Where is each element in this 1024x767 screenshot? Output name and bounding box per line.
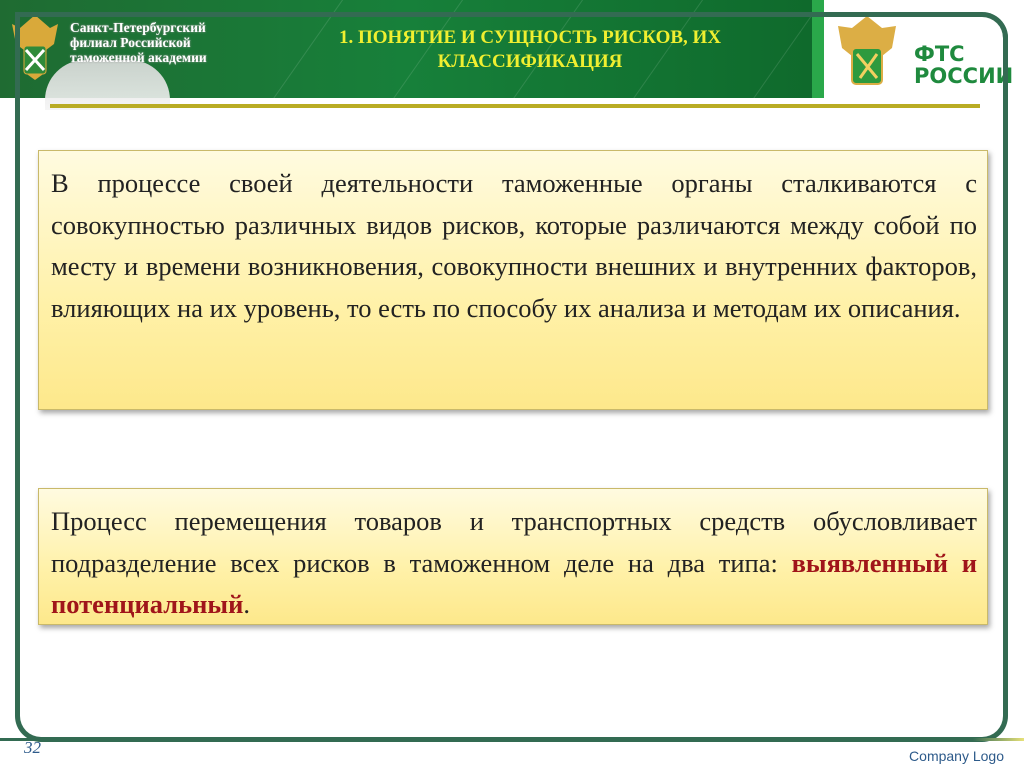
bottom-divider	[0, 738, 1024, 741]
logo-text-fts: ФТС	[914, 42, 965, 66]
paragraph-2-start: Процесс перемещения товаров и транспортных средств обусловливает подразделение всех рисков в таможенном деле на два типа:	[51, 506, 977, 578]
paragraph-1: В процессе своей деятельности таможенные органы сталкиваются с совокупностью различных видов рисков, которые различаются между собой по месту и времени возникновения, совокупности внешних и внутренних факторов, влияющих на их уровень, то есть по способу их анализа и методам их описания.	[51, 168, 977, 323]
paragraph-2-highlight: выявленный и потенциальный	[51, 547, 977, 619]
company-logo-text: Company Logo	[909, 748, 1004, 764]
gold-divider	[50, 104, 980, 108]
text-box-1	[38, 150, 988, 410]
page-number: 32	[24, 738, 41, 757]
paragraph-2-end: .	[243, 589, 250, 619]
slide-title: 1. ПОНЯТИЕ И СУЩНОСТЬ РИСКОВ, ИХ КЛАССИФИКАЦИЯ	[338, 27, 722, 72]
logo-text-russia: РОССИИ	[914, 64, 1014, 88]
text-box-2	[38, 488, 988, 625]
academy-name: Санкт-Петербургский филиал Российской таможенной академии	[70, 20, 207, 65]
